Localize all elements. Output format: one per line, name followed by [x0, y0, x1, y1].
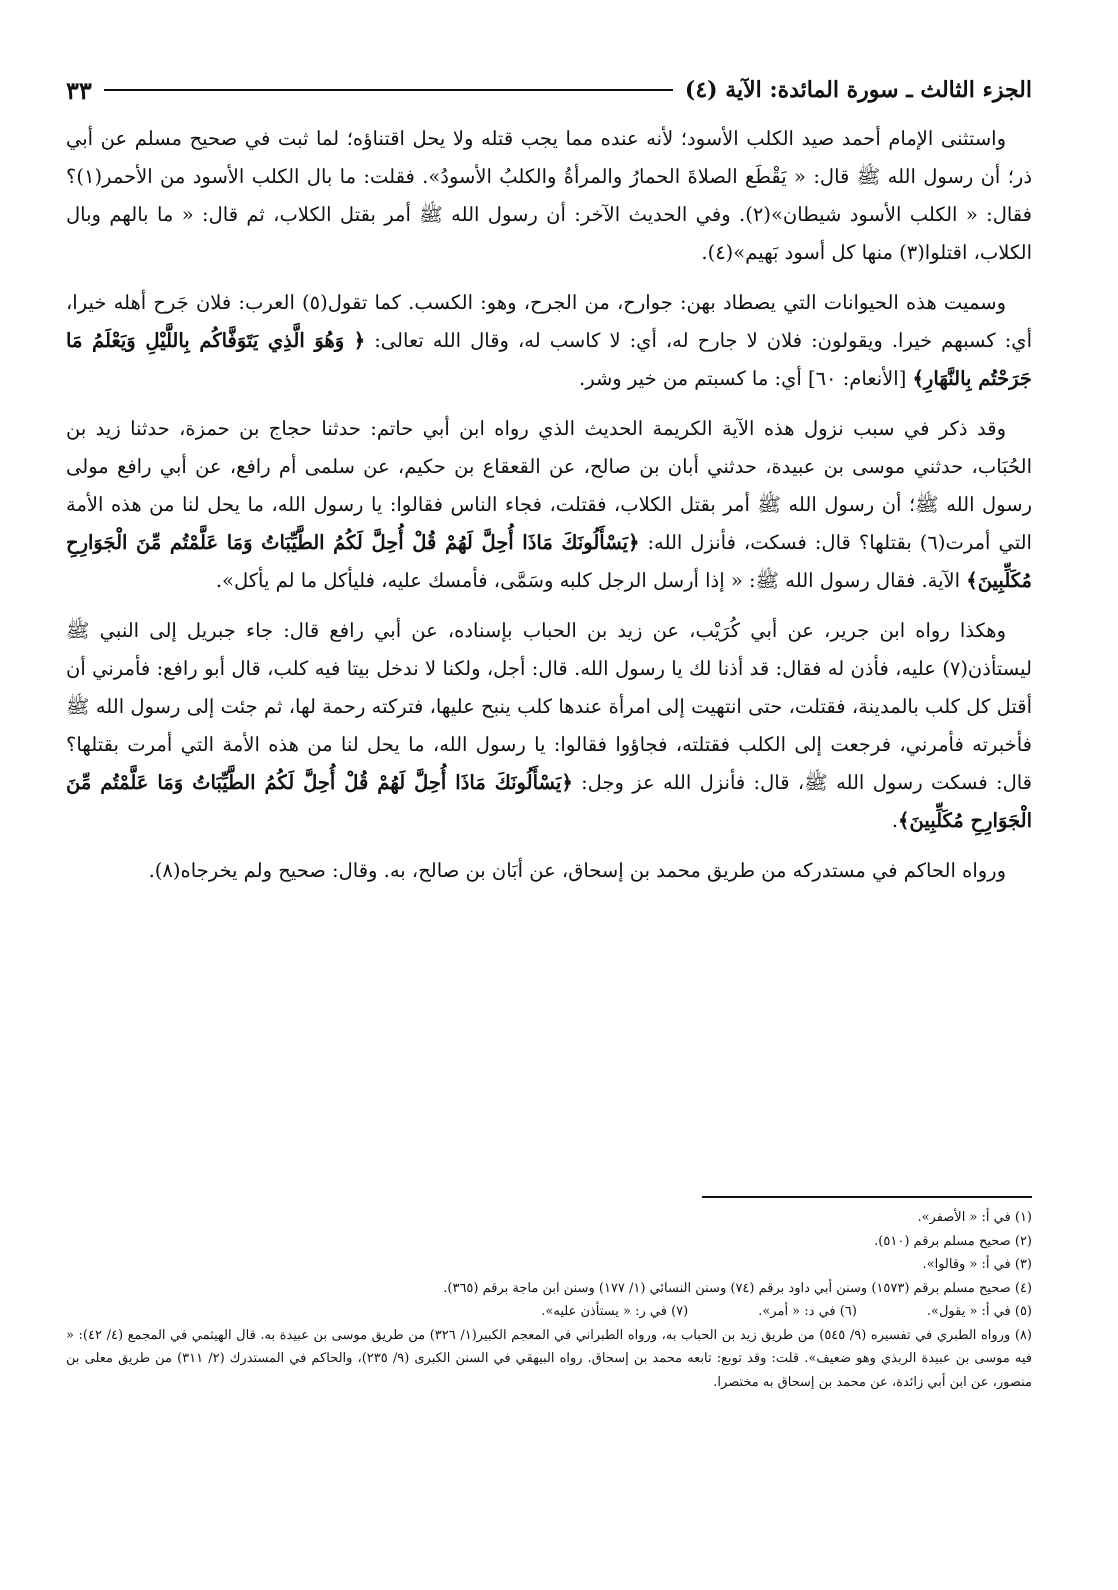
paragraph-ibn-jarir — [66, 612, 1032, 840]
header-rule — [104, 89, 673, 91]
paragraph-black-dog — [66, 120, 1032, 272]
footnote-7: (٧) في ر: « يستأذن عليه». — [541, 1304, 689, 1319]
footnote-4: (٤) صحيح مسلم برقم (١٥٧٣) وسنن أبي داود برقم (٧٤) وسنن النسائي (١/ ١٧٧) وسنن ابن ماجة برقم (٣٦٥). — [443, 1280, 1032, 1296]
paragraph-revelation-cause — [66, 410, 1032, 600]
quran-verse: ﴿ وَهُوَ الَّذِي يَتَوَفَّاكُم بِاللَّيْلِ وَيَعْلَمُ مَا جَرَحْتُم بِالنَّهَارِ﴾ — [66, 329, 1032, 390]
footnote-separator — [702, 1196, 1032, 1198]
running-title: الجزء الثالث ـ سورة المائدة: الآية (٤) — [684, 77, 1032, 103]
footnote-3: (٣) في أ: « وقالوا». — [922, 1257, 1032, 1272]
book-page — [66, 66, 1032, 1550]
footnote-row-5-7 — [66, 1300, 1032, 1324]
page-number: ٣٣ — [66, 75, 92, 105]
paragraph-hakim — [66, 852, 1032, 890]
paragraph-text: الآية. فقال رسول الله ﷺ: « إذا أرسل الرجل كلبه وسَمَّى، فأمسك عليه، فليأكل ما لم يأكل». — [215, 569, 967, 592]
paragraph-text: وسميت هذه الحيوانات التي يصطاد بهن: جوارح، من الجرح، وهو: الكسب. كما تقول(٥) العرب: فلان جَرح أهله خيرا، أي: كسبهم خيرا. ويقولون: فلان لا جارح له، أي: لا كاسب له، وقال الله تعالى: — [66, 291, 1032, 352]
quran-verse: ﴿يَسْأَلُونَكَ مَاذَا أُحِلَّ لَهُمْ قُلْ أُحِلَّ لَكُمُ الطَّيِّبَاتُ وَمَا عَلَّمْتُم مِّنَ الْجَوَارِحِ مُكَلِّبِينَ﴾ — [66, 531, 1032, 592]
footnote-1: (١) في أ: « الأصفر». — [917, 1210, 1032, 1225]
paragraph-text: . — [891, 809, 899, 832]
footnote-8: (٨) ورواه الطبري في تفسيره (٩/ ٥٤٥) من طريق زيد بن الحباب به، ورواه الطبراني في المعجم الكبير(١/ ٣٢٦) من طريق موسى بن عبيدة به. قال الهيثمي في المجمع (٤/ ٤٢): « فيه موسى بن عبيدة الربذي وهو ضعيف». قلت: وقد توبع: تابعه محمد بن إسحاق. رواه البيهقي في السنن الكبرى (٩/ ٢٣٥)، والحاكم في المستدرك (٢/ ٣١١) من طريق معلى بن منصور، عن ابن أبي زائدة، عن محمد بن إسحاق به مختصرا. — [66, 1327, 1033, 1390]
paragraph-jawarih-meaning — [66, 284, 1032, 398]
paragraph-text: واستثنى الإمام أحمد صيد الكلب الأسود؛ لأنه عنده مما يجب قتله ولا يحل اقتناؤه؛ لما ثبت في صحيح مسلم عن أبي ذر؛ أن رسول الله ﷺ قال: « يَقْطَع الصلاةَ الحمارُ والمرأةُ والكلبُ الأسودُ». فقلت: ما بال الكلب الأسود من الأحمر(١)؟ فقال: « الكلب الأسود شيطان»(٢). وفي الحديث الآخر: أن رسول الله ﷺ أمر بقتل الكلاب، ثم قال: « ما بالهم وبال الكلاب، اقتلوا(٣) منها كل أسود بَهيم»(٤). — [66, 127, 1032, 264]
main-text — [66, 120, 1032, 890]
running-header — [66, 66, 1032, 114]
footnote-2: (٢) صحيح مسلم برقم (٥١٠). — [874, 1233, 1032, 1249]
footnote-6: (٦) في د: « أمر». — [758, 1304, 857, 1319]
footnote-5: (٥) في أ: « يقول». — [926, 1304, 1032, 1319]
paragraph-text: وهكذا رواه ابن جرير، عن أبي كُرَيْب، عن زيد بن الحباب بإسناده، عن أبي رافع قال: جاء جبريل إلى النبي ﷺ ليستأذن(٧) عليه، فأذن له فقال: قد أذنا لك يا رسول الله. قال: أجل، ولكنا لا ندخل بيتا فيه كلب، قال أبو رافع: فأمرني أن أقتل كل كلب بالمدينة، فقتلت، حتى انتهيت إلى امرأة عندها كلب ينبح عليها، فتركته رحمة لها، ثم جئت إلى رسول الله ﷺ فأخبرته فأمرني، فرجعت إلى الكلب فقتلته، فجاؤوا فقالوا: يا رسول الله، ما يحل لنا من هذه الأمة التي أمرت بقتلها؟ قال: فسكت رسول الله ﷺ، قال: فأنزل الله عز وجل: — [66, 619, 1032, 794]
quran-verse: ﴿يَسْأَلُونَكَ مَاذَا أُحِلَّ لَهُمْ قُلْ أُحِلَّ لَكُمُ الطَّيِّبَاتُ وَمَا عَلَّمْتُم مِّنَ الْجَوَارِحِ مُكَلِّبِينَ﴾ — [66, 771, 1032, 832]
paragraph-text: وقد ذكر في سبب نزول هذه الآية الكريمة الحديث الذي رواه ابن أبي حاتم: حدثنا حجاج بن حمزة، حدثنا زيد بن الحُبَاب، حدثني موسى بن عبيدة، حدثني أبان بن صالح، عن القعقاع بن حكيم، عن سلمى أم رافع، عن أبي رافع مولى رسول الله ﷺ؛ أن رسول الله ﷺ أمر بقتل الكلاب، فقتلت، فجاء الناس فقالوا: يا رسول الله، ما يحل لنا من هذه الأمة التي أمرت(٦) بقتلها؟ قال: فسكت، فأنزل الله: — [66, 417, 1032, 554]
footnotes — [66, 1196, 1032, 1394]
paragraph-text: ورواه الحاكم في مستدركه من طريق محمد بن إسحاق، عن أبَان بن صالح، به. وقال: صحيح ولم يخرجاه(٨). — [148, 859, 1006, 882]
paragraph-text: [الأنعام: ٦٠] أي: ما كسبتم من خير وشر. — [579, 367, 913, 390]
